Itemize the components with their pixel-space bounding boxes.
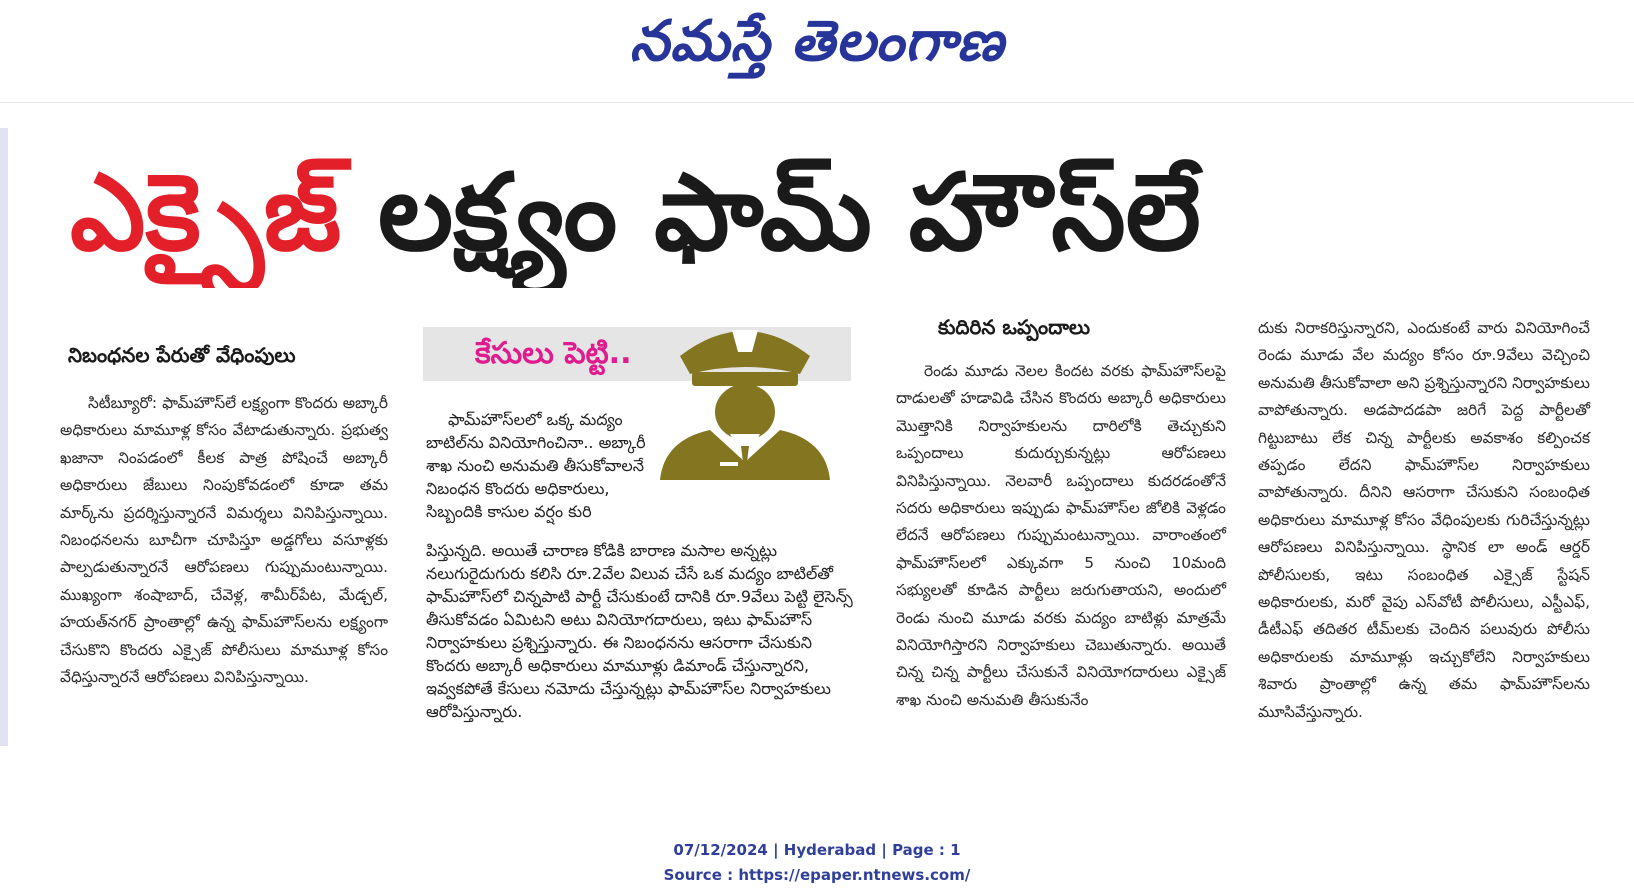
left-margin-bar <box>0 128 8 746</box>
column-2-body-bottom: పిస్తున్నది. అయితే చారాణ కోడికి బారాణ మసాల అన్నట్లు నలుగురైదుగురు కలిసి రూ.2వేల విలువ చేసే ఒక మద్యం బాటిల్‌తో ఫామ్‌హౌస్‌లో చిన్నపాటి పార్టీ చేసుకుంటే దానికి రూ.9వేలు పెట్టి లైసెన్స్ తీసుకోవడం ఏమిటని అటు వినియోగదారులు, ఇటు ఫామ్‌హౌస్ నిర్వాహకులు ప్రశ్నిస్తున్నారు. ఈ నిబంధనను ఆసరాగా చేసుకుని కొందరు అబ్కారీ అధికారులు మామూళ్లు డిమాండ్ చేస్తున్నారని, ఇవ్వకపోతే కేసులు నమోదు చేస్తున్నట్లు ఫామ్‌హౌస్‌ల నిర్వాహకులు ఆరోపిస్తున్నారు. <box>426 541 853 721</box>
column-3 <box>896 315 1226 714</box>
headline-main: లక్ష్యం ఫామ్ హౌస్‌లే <box>341 151 1201 274</box>
footer <box>0 838 1634 888</box>
headline-accent: ఎక్సైజ్ <box>70 151 342 274</box>
footer-source: Source : https://epaper.ntnews.com/ <box>663 866 971 884</box>
masthead-divider <box>0 102 1634 103</box>
column-4-body: దుకు నిరాకరిస్తున్నారని, ఎందుకంటే వారు వినియోగించే రెండు మూడు వేల మద్యం కోసం రూ.9వేలు వెచ్చించి అనుమతి తీసుకోవాలా అని ప్రశ్నిస్తున్నారని నిర్వాహకులు వాపోతున్నారు. అడపాదడపా జరిగే పెద్ద పార్టీలతో గిట్టుబాటు లేక చిన్న పార్టీలకు అవకాశం కల్పించక తప్పడం లేదని ఫామ్‌హౌస్‌ల నిర్వాహకులు వాపోతున్నారు. దీనిని ఆసరాగా చేసుకుని సంబంధిత అధికారులు మామూళ్ల కోసం వేధింపులకు గురిచేస్తున్నట్లు ఆరోపణలు వినిపిస్తున్నాయి. స్థానిక లా అండ్ ఆర్డర్ పోలీసులకు, ఇటు సంబంధిత ఎక్సైజ్ స్టేషన్ అధికారులకు, మరో వైపు ఎస్‌వోటీ పోలీసులు, ఎస్టీఎఫ్, డీటీఎఫ్ తదితర టీమ్‌లకు చెందిన పలువురు పోలీసు అధికారులకు మామూళ్లు ఇచ్చుకోలేని నిర్వాహకులు శివారు ప్రాంతాల్లో ఉన్న తమ ఫామ్‌హౌస్‌లను మూసివేస్తున్నారు. <box>1258 319 1590 721</box>
column-1 <box>60 315 388 691</box>
column-1-body: సిటీబ్యూరో: ఫామ్‌హౌస్‌లే లక్ష్యంగా కొందరు అబ్కారీ అధికారులు మామూళ్ల కోసం వేటాడుతున్నారు. ప్రభుత్వ ఖజానా నింపడంలో కీలక పాత్ర పోషించే అబ్కారీ అధికారులు జేబులు నింపుకోవడంలో కూడా తమ మార్క్‌ను ప్రదర్శిస్తున్నారనే విమర్శలు వినిపిస్తున్నాయి. నిబంధనలను బూచీగా చూపిస్తూ అడ్డగోలు వసూళ్లకు పాల్పడుతున్నారనే ఆరోపణలు గుప్పుమంటున్నాయి. ముఖ్యంగా శంషాబాద్, చేవెళ్ల, శామీర్‌పేట, మేడ్చల్, హయత్‌నగర్ ప్రాంతాల్లో ఉన్న ఫామ్‌హౌస్‌లను లక్ష్యంగా చేసుకొని కొందరు ఎక్సైజ్ పోలీసులు మామూళ్ల కోసం వేధిస్తున్నారనే ఆరోపణలు వినిపిస్తున్నాయి. <box>60 394 388 687</box>
tag-label: కేసులు పెట్టి.. <box>475 336 632 371</box>
column-2 <box>426 394 854 741</box>
column-3-body: రెండు మూడు నెలల కిందట వరకు ఫామ్‌హౌస్‌లపై దాడులతో హడావిడి చేసిన కొందరు అబ్కారీ అధికారులు మొత్తానికి నిర్వాహకులను దారిలోకి తెచ్చుకుని ఒప్పందాలు కుదుర్చుకున్నట్లు ఆరోపణలు వినిపిస్తున్నాయి. నెలవారీ ఒప్పందాలు కుదరడంతోనే సదరు అధికారులు ఇప్పుడు ఫామ్‌హౌస్‌ల జోలికి వెళ్లడం లేదనే ఆరోపణలు గుప్పుమంటున్నాయి. వారాంతంలో ఫామ్‌హౌస్‌లలో ఎక్కువగా 5 నుంచి 10మంది సభ్యులతో కూడిన పార్టీలు జరుగుతాయని, అందులో రెండు నుంచి మూడు వరకు మద్యం బాటిళ్లు మాత్రమే వినియోగిస్తారని నిర్వాహకులు చెబుతున్నారు. అయితే చిన్న చిన్న పార్టీలు చేసుకునే వినియోగదారులు ఎక్సైజ్ శాఖ నుంచి అనుమతి తీసుకునేం <box>896 362 1226 709</box>
headline <box>70 138 1590 288</box>
column-2-body-top: ఫామ్‌హౌస్‌లలో ఒక్క మద్యం బాటిల్‌ను వినియోగించినా.. అబ్కారీ శాఖ నుంచి అనుమతి తీసుకోవాలనే నిబంధన కొందరు అధికారులు, సిబ్బందికి కాసుల వర్షం కురి <box>426 410 646 521</box>
column-1-subhead: నిబంధనల పేరుతో వేధింపులు <box>68 343 296 367</box>
footer-dateline: 07/12/2024 | Hyderabad | Page : 1 <box>673 841 961 859</box>
column-4 <box>1258 315 1590 726</box>
column-3-subhead: కుదిరిన ఒప్పందాలు <box>938 315 1090 339</box>
masthead-logo: నమస్తే తెలంగాణ <box>629 8 1005 74</box>
